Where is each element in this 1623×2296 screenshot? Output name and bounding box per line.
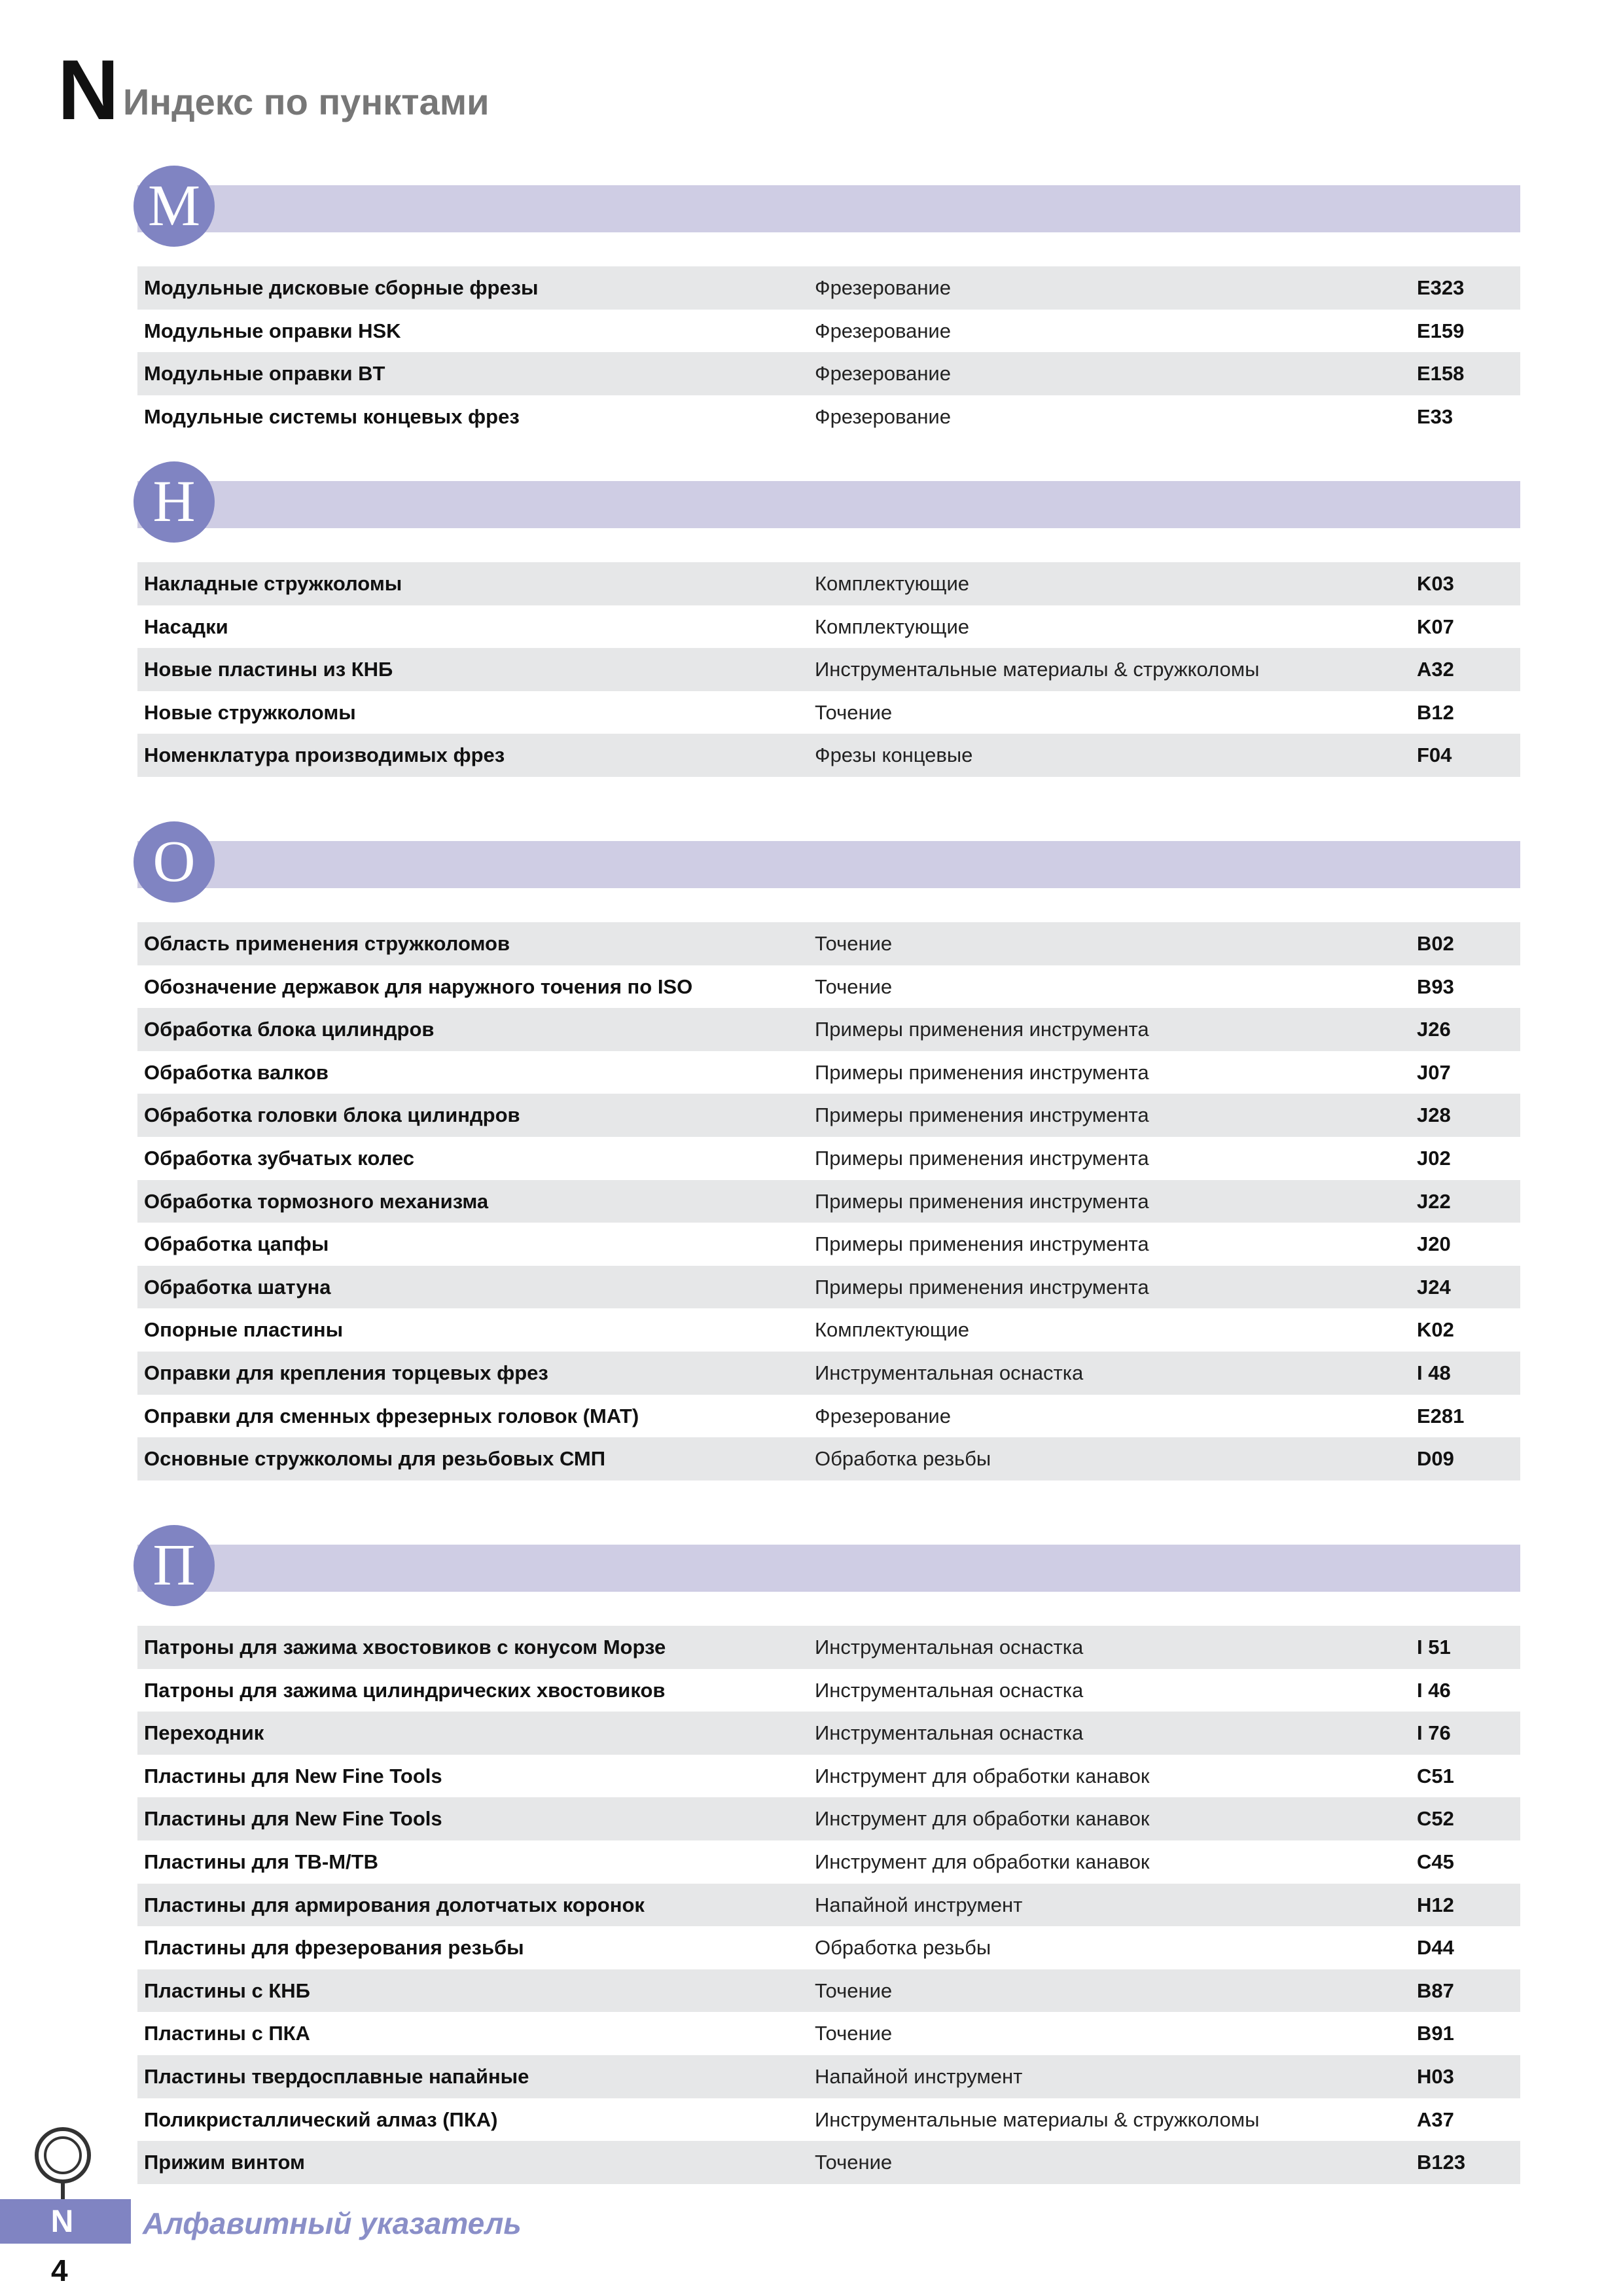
entry-code: E281 xyxy=(1417,1404,1465,1427)
table-row xyxy=(137,1094,1520,1137)
table-row xyxy=(137,1926,1520,1969)
entry-code: I 51 xyxy=(1417,1636,1451,1659)
entry-category: Напайной инструмент xyxy=(815,1893,1023,1916)
entry-category: Примеры применения инструмента xyxy=(815,1060,1149,1084)
table-row xyxy=(137,2141,1520,2184)
entry-code: A37 xyxy=(1417,2108,1454,2131)
entry-category: Примеры применения инструмента xyxy=(815,1103,1149,1127)
table-row xyxy=(137,605,1520,649)
section-header-bar xyxy=(137,841,1520,888)
entry-category: Примеры применения инструмента xyxy=(815,1146,1149,1170)
entry-category: Точение xyxy=(815,700,893,724)
entry-code: J20 xyxy=(1417,1232,1451,1256)
entry-name: Новые пластины из КНБ xyxy=(144,658,393,681)
entry-category: Инструментальная оснастка xyxy=(815,1721,1084,1745)
index-table xyxy=(137,266,1520,438)
entry-code: J22 xyxy=(1417,1189,1451,1213)
entry-name: Модульные системы концевых фрез xyxy=(144,404,520,428)
entry-name: Пластины с ПКА xyxy=(144,2022,310,2045)
entry-code: H03 xyxy=(1417,2064,1454,2088)
entry-code: B93 xyxy=(1417,975,1454,998)
entry-code: E158 xyxy=(1417,362,1465,386)
table-row xyxy=(137,1712,1520,1755)
entry-code: D09 xyxy=(1417,1447,1454,1471)
section-letter-badge: Н xyxy=(134,461,215,543)
entry-category: Примеры применения инструмента xyxy=(815,1018,1149,1041)
entry-name: Обработка шатуна xyxy=(144,1275,331,1299)
page-title: Индекс по пунктами xyxy=(123,81,490,122)
entry-category: Комплектующие xyxy=(815,615,969,638)
entry-code: K03 xyxy=(1417,572,1454,595)
table-row xyxy=(137,1266,1520,1309)
table-row xyxy=(137,1437,1520,1480)
table-row xyxy=(137,352,1520,395)
entry-name: Модульные оправки HSK xyxy=(144,319,401,342)
entry-category: Инструментальная оснастка xyxy=(815,1361,1084,1384)
table-row xyxy=(137,2055,1520,2098)
entry-category: Примеры применения инструмента xyxy=(815,1275,1149,1299)
table-row xyxy=(137,562,1520,605)
entry-category: Точение xyxy=(815,932,893,955)
entry-name: Прижим винтом xyxy=(144,2151,305,2174)
table-row xyxy=(137,1180,1520,1223)
entry-code: K07 xyxy=(1417,615,1454,638)
entry-name: Патроны для зажима цилиндрических хвостовиков xyxy=(144,1678,666,1702)
entry-name: Область применения стружколомов xyxy=(144,932,510,955)
entry-name: Опорные пластины xyxy=(144,1318,344,1342)
entry-category: Комплектующие xyxy=(815,572,969,595)
page-number: 4 xyxy=(51,2253,68,2287)
entry-name: Пластины твердосплавные напайные xyxy=(144,2064,529,2088)
entry-code: B12 xyxy=(1417,700,1454,724)
entry-category: Фрезерование xyxy=(815,362,951,386)
table-row xyxy=(137,734,1520,777)
entry-name: Патроны для зажима хвостовиков с конусом Морзе xyxy=(144,1636,666,1659)
entry-category: Фрезерование xyxy=(815,319,951,342)
entry-name: Модульные дисковые сборные фрезы xyxy=(144,276,539,299)
entry-category: Напайной инструмент xyxy=(815,2064,1023,2088)
section-letter-badge: П xyxy=(134,1525,215,1606)
entry-category: Примеры применения инструмента xyxy=(815,1232,1149,1256)
table-row xyxy=(137,395,1520,439)
entry-category: Инструментальные материалы & стружколомы xyxy=(815,658,1260,681)
table-row xyxy=(137,1223,1520,1266)
entry-code: I 46 xyxy=(1417,1678,1451,1702)
section-header-bar xyxy=(137,185,1520,232)
entry-code: J02 xyxy=(1417,1146,1451,1170)
entry-category: Точение xyxy=(815,1979,893,2002)
index-table xyxy=(137,1626,1520,2184)
entry-name: Обработка головки блока цилиндров xyxy=(144,1103,520,1127)
footer-title: Алфавитный указатель xyxy=(143,2206,522,2240)
entry-name: Пластины с КНБ xyxy=(144,1979,310,2002)
entry-category: Фрезерование xyxy=(815,276,951,299)
section-header-bar xyxy=(137,1545,1520,1592)
table-row xyxy=(137,1755,1520,1798)
table-row xyxy=(137,922,1520,965)
entry-code: C52 xyxy=(1417,1807,1454,1831)
entry-name: Насадки xyxy=(144,615,228,638)
entry-name: Пластины для фрезерования резьбы xyxy=(144,1936,524,1960)
section-letter-badge: О xyxy=(134,821,215,903)
entry-code: J26 xyxy=(1417,1018,1451,1041)
entry-name: Обработка валков xyxy=(144,1060,329,1084)
table-row xyxy=(137,266,1520,310)
binder-ring-icon xyxy=(35,2127,91,2183)
entry-category: Фрезы концевые xyxy=(815,744,973,767)
table-row xyxy=(137,1051,1520,1094)
table-row xyxy=(137,2012,1520,2055)
entry-category: Инструментальная оснастка xyxy=(815,1636,1084,1659)
entry-category: Точение xyxy=(815,2022,893,2045)
entry-name: Поликристаллический алмаз (ПКА) xyxy=(144,2108,498,2131)
table-row xyxy=(137,1884,1520,1927)
entry-code: B87 xyxy=(1417,1979,1454,2002)
entry-code: J28 xyxy=(1417,1103,1451,1127)
table-row xyxy=(137,1352,1520,1395)
entry-name: Модульные оправки BT xyxy=(144,362,385,386)
entry-category: Обработка резьбы xyxy=(815,1936,991,1960)
footer-letter: N xyxy=(50,2204,74,2239)
entry-name: Пластины для армирования долотчатых коронок xyxy=(144,1893,645,1916)
section-letter-badge: М xyxy=(134,166,215,247)
entry-code: E159 xyxy=(1417,319,1465,342)
index-table xyxy=(137,922,1520,1480)
entry-name: Обозначение державок для наружного точения по ISO xyxy=(144,975,693,998)
table-row xyxy=(137,648,1520,691)
table-row xyxy=(137,1840,1520,1884)
entry-category: Фрезерование xyxy=(815,404,951,428)
index-table xyxy=(137,562,1520,777)
entry-code: H12 xyxy=(1417,1893,1454,1916)
table-row xyxy=(137,1308,1520,1352)
entry-code: I 48 xyxy=(1417,1361,1451,1384)
table-row xyxy=(137,310,1520,353)
entry-code: E33 xyxy=(1417,404,1454,428)
table-row xyxy=(137,1626,1520,1669)
entry-name: Переходник xyxy=(144,1721,264,1745)
entry-category: Фрезерование xyxy=(815,1404,951,1427)
binder-ring-stem xyxy=(61,2182,65,2200)
table-row xyxy=(137,1137,1520,1180)
table-row xyxy=(137,1008,1520,1051)
entry-code: E323 xyxy=(1417,276,1465,299)
entry-name: Пластины для ТВ-М/ТВ xyxy=(144,1850,378,1873)
entry-code: C45 xyxy=(1417,1850,1454,1873)
entry-code: F04 xyxy=(1417,744,1452,767)
entry-category: Инструментальная оснастка xyxy=(815,1678,1084,1702)
table-row xyxy=(137,2098,1520,2142)
entry-name: Оправки для крепления торцевых фрез xyxy=(144,1361,548,1384)
entry-name: Оправки для сменных фрезерных головок (MAT) xyxy=(144,1404,639,1427)
entry-category: Инструмент для обработки канавок xyxy=(815,1764,1150,1787)
entry-code: J07 xyxy=(1417,1060,1451,1084)
entry-name: Обработка тормозного механизма xyxy=(144,1189,489,1213)
entry-category: Инструмент для обработки канавок xyxy=(815,1807,1150,1831)
entry-name: Номенклатура производимых фрез xyxy=(144,744,505,767)
table-row xyxy=(137,1797,1520,1840)
entry-name: Пластины для New Fine Tools xyxy=(144,1764,442,1787)
entry-code: A32 xyxy=(1417,658,1454,681)
entry-category: Примеры применения инструмента xyxy=(815,1189,1149,1213)
entry-category: Обработка резьбы xyxy=(815,1447,991,1471)
section-header-bar xyxy=(137,481,1520,528)
entry-category: Точение xyxy=(815,2151,893,2174)
entry-name: Обработка цапфы xyxy=(144,1232,329,1256)
entry-code: K02 xyxy=(1417,1318,1454,1342)
entry-code: B123 xyxy=(1417,2151,1466,2174)
table-row xyxy=(137,1395,1520,1438)
entry-name: Новые стружколомы xyxy=(144,700,356,724)
table-row xyxy=(137,1669,1520,1712)
entry-code: B02 xyxy=(1417,932,1454,955)
entry-name: Накладные стружколомы xyxy=(144,572,402,595)
table-row xyxy=(137,691,1520,734)
entry-category: Инструмент для обработки канавок xyxy=(815,1850,1150,1873)
table-row xyxy=(137,1969,1520,2013)
entry-code: B91 xyxy=(1417,2022,1454,2045)
entry-name: Основные стружколомы для резьбовых СМП xyxy=(144,1447,606,1471)
entry-name: Обработка блока цилиндров xyxy=(144,1018,435,1041)
table-row xyxy=(137,965,1520,1009)
entry-code: I 76 xyxy=(1417,1721,1451,1745)
entry-code: C51 xyxy=(1417,1764,1454,1787)
entry-name: Пластины для New Fine Tools xyxy=(144,1807,442,1831)
entry-category: Комплектующие xyxy=(815,1318,969,1342)
entry-category: Точение xyxy=(815,975,893,998)
entry-code: D44 xyxy=(1417,1936,1454,1960)
header-letter: N xyxy=(58,42,116,137)
entry-name: Обработка зубчатых колес xyxy=(144,1146,414,1170)
entry-code: J24 xyxy=(1417,1275,1451,1299)
entry-category: Инструментальные материалы & стружколомы xyxy=(815,2108,1260,2131)
